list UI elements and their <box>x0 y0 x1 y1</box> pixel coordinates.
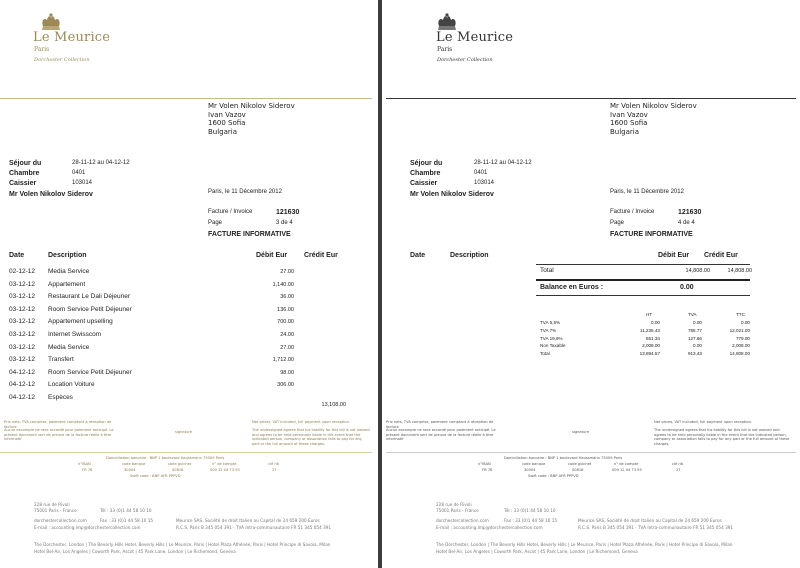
chambre-value: 0401 <box>474 170 488 176</box>
item-credit: 13,108.00 <box>321 402 346 408</box>
bank-value: 30004 <box>524 468 536 472</box>
caissier-value: 103014 <box>474 180 495 186</box>
col-description: Description <box>450 252 489 259</box>
sejour-value: 28-11-12 au 04-12-12 <box>474 160 532 166</box>
vat-header-ht: HT <box>646 312 653 317</box>
item-description: Internet Swisscom <box>48 331 102 338</box>
header-rule <box>0 98 372 99</box>
item-description: Room Service Petit Déjeuner <box>48 368 132 376</box>
facture-number: 121630 <box>276 209 300 216</box>
vat-ht: 2,008.00 <box>642 343 660 349</box>
footer-phone: Tél : 33 (0)1 44 58 10 10 <box>504 508 556 513</box>
vat-ttc: 0.00 <box>741 320 750 325</box>
total-label: Total <box>540 267 554 274</box>
prices-note: Prix nets, TVA comprise, paiement comptant à réception de facture <box>4 420 112 429</box>
bank-value: 00818 <box>572 468 584 472</box>
item-debit: 27.00 <box>280 269 294 275</box>
brand-name: Le Meurice <box>436 30 514 45</box>
vat-ht: 13,894.57 <box>639 351 660 357</box>
signature-label: signature <box>175 430 192 434</box>
bank-value: 000 12 04 73 93 <box>210 468 240 472</box>
address-line: Bulgaria <box>208 127 238 136</box>
guest-address <box>610 102 697 136</box>
item-description: Media Service <box>48 343 90 351</box>
item-description: Location Voiture <box>48 381 95 389</box>
item-description: Room Service Petit Déjeuner <box>48 305 132 313</box>
signature-label: signature <box>572 430 589 434</box>
item-debit: 700.00 <box>277 319 294 326</box>
invoice-page-3 <box>0 0 378 568</box>
facture-label: Facture / Invoice <box>208 209 253 215</box>
footer-rcs: R.C.S. Paris B 345 054 391 - TVA Intra-communautaire FR 51 345 054 391 <box>176 525 332 530</box>
footer-company: Meurice SAS, Société de droit Italien au Capital de 24 659 200 Euros <box>578 518 722 523</box>
item-description: Restaurant Le Dali Déjeuner <box>48 293 131 301</box>
footer-email: E-mail : accounting.lmp@dorchestercollection.com <box>34 525 141 530</box>
balance-value: 0.00 <box>680 284 694 291</box>
item-debit: 98.00 <box>280 369 294 376</box>
footer-hotels2: Hotel Bel-Air, Los Angeles | Coworth Park, Ascot | 45 Park Lane, London | Le Richemond, Geneva <box>34 549 236 554</box>
item-date: 04-12-12 <box>9 368 36 376</box>
vat-label: TVA 7% <box>540 327 557 333</box>
col-debit: Débit Eur <box>256 252 288 259</box>
vat-ht: 651.34 <box>645 335 660 341</box>
caissier-label: Caissier <box>9 180 37 187</box>
item-date: 03-12-12 <box>9 280 36 288</box>
address-line: 1600 Sofia <box>610 119 648 127</box>
footer-email: E-mail : accounting.lmp@dorchestercollection.com <box>436 525 543 530</box>
item-description: Media Service <box>48 268 90 275</box>
item-description: Espèces <box>48 394 73 401</box>
item-date: 04-12-12 <box>9 381 36 389</box>
item-debit: 1,712.00 <box>272 357 294 364</box>
bank-value: 30004 <box>124 468 136 472</box>
penalty-note: Aucun escompte ne sera accordé pour paiement anticipé. Le présent document sert de preuve de la facture réelle à titre informatif <box>4 428 114 441</box>
sejour-value: 28-11-12 au 04-12-12 <box>72 160 130 166</box>
chambre-label: Chambre <box>410 170 441 177</box>
footer-address2: 75001 Paris - France <box>34 508 77 513</box>
item-description: Appartement upselling <box>48 318 113 326</box>
footer-address: 228 rue de Rivoli <box>34 502 70 507</box>
footer-fax: Fax : 33 (0)1 44 58 10 15 <box>504 518 558 523</box>
page-number: 4 de 4 <box>678 220 695 226</box>
bank-header: n° de compte <box>212 462 237 466</box>
bank-header: n°IBAN <box>78 462 91 466</box>
item-date: 02-12-12 <box>9 268 36 275</box>
place-date: Paris, le 11 Décembre 2012 <box>208 189 282 195</box>
bank-header: n°IBAN <box>478 462 491 466</box>
place-date: Paris, le 11 Décembre 2012 <box>610 189 684 195</box>
facture-title: FACTURE INFORMATIVE <box>208 231 291 238</box>
invoice-page-4 <box>382 0 800 568</box>
caissier-value: 103014 <box>72 180 93 186</box>
page-number: 3 de 4 <box>276 220 293 226</box>
address-line: Bulgaria <box>610 127 640 136</box>
bank-value: 27 <box>676 468 681 472</box>
footer-address2: 75001 Paris - France <box>436 508 479 513</box>
brand-city: Paris <box>34 46 50 53</box>
bank-header: code banque <box>522 462 546 466</box>
sejour-label: Séjour du <box>410 160 443 167</box>
vat-tva: 0.00 <box>693 343 702 349</box>
col-debit: Débit Eur <box>658 252 690 259</box>
vat-ht: 11,235.43 <box>639 327 660 333</box>
penalty-note-en: The undersigned agrees that his liability for this bill is not waived and agrees to be held personally liable in the event that the indicated person, company or association fails to pay for any part or the full amount of these charges. <box>654 428 790 446</box>
address-line: 1600 Sofia <box>208 119 246 127</box>
vat-tva: 127.66 <box>687 335 702 341</box>
vat-header-tva: TVA <box>688 312 697 317</box>
footer-rule <box>386 452 796 453</box>
item-description: Appartement <box>48 280 86 288</box>
vat-label: TVA 19,6% <box>540 335 563 341</box>
sejour-label: Séjour du <box>9 160 42 167</box>
item-date: 03-12-12 <box>9 293 36 301</box>
vat-tva: 913.43 <box>687 351 702 357</box>
col-credit: Crédit Eur <box>704 252 738 259</box>
bank-line: Domiciliation bancaire : BNP 1 boulevard Haussmann 75009 Paris <box>504 456 623 460</box>
bank-header: code banque <box>122 462 146 466</box>
vat-tva: 785.77 <box>687 327 702 333</box>
total-bottom-rule <box>536 279 750 281</box>
address-line: Mr Volen Nikolov Siderov <box>208 102 295 110</box>
brand-collection: Dorchester Collection <box>34 57 90 63</box>
footer-fax: Fax : 33 (0)1 44 58 10 15 <box>100 518 154 523</box>
item-description: Transfert <box>48 356 74 364</box>
footer-rule <box>0 452 372 453</box>
header-rule <box>386 98 796 99</box>
item-date: 03-12-12 <box>9 343 36 351</box>
guest-address <box>208 102 295 136</box>
item-date: 03-12-12 <box>9 318 36 326</box>
bank-value: 00818 <box>172 468 184 472</box>
facture-label: Facture / Invoice <box>610 209 655 215</box>
chambre-value: 0401 <box>72 170 86 176</box>
vat-ht: 0.00 <box>651 320 660 325</box>
bank-line: Domiciliation bancaire : BNP 1 boulevard Haussmann 75009 Paris <box>106 456 225 460</box>
item-debit: 36.00 <box>280 294 294 301</box>
prices-note-en: Net prices, VAT included, full payment upon reception. <box>252 420 350 424</box>
vat-ttc: 14,808.00 <box>729 351 750 357</box>
footer-rcs: R.C.S. Paris B 345 054 391 - TVA Intra-communautaire FR 51 345 054 391 <box>578 525 734 530</box>
address-line: Mr Volen Nikolov Siderov <box>610 102 697 110</box>
footer-hotels: The Dorchester, London | The Beverly Hills Hotel, Beverly Hills | Le Meurice, Paris | Hotel Plaza Athénée, Paris | Hotel Principe di Savoia, Milan <box>34 542 331 547</box>
balance-label: Balance en Euros : <box>540 284 604 291</box>
page-label: Page <box>610 220 625 226</box>
bank-header: clé rib <box>672 462 684 466</box>
brand-city: Paris <box>437 46 453 53</box>
footer-phone: Tél : 33 (0)1 44 58 10 10 <box>100 508 152 513</box>
bank-header: clé rib <box>268 462 280 466</box>
chambre-label: Chambre <box>9 170 40 177</box>
item-date: 03-12-12 <box>9 356 36 364</box>
col-date: Date <box>410 252 426 259</box>
bank-value: FR 76 <box>482 468 493 472</box>
footer-web: dorchestercollection.com <box>436 518 489 523</box>
page-label: Page <box>208 220 223 226</box>
penalty-note: Aucun escompte ne sera accordé pour paiement anticipé. Le présent document sert de preuve de la facture réelle à titre informatif <box>386 428 496 441</box>
footer-hotels2: Hotel Bel-Air, Los Angeles | Coworth Park, Ascot | 45 Park Lane, London | Le Richemond, Geneva <box>436 549 638 554</box>
bank-header: code guichet <box>568 462 592 466</box>
prices-note: Prix nets, TVA comprise, paiement comptant à réception de facture <box>386 420 494 429</box>
item-debit: 24.00 <box>280 332 294 338</box>
item-date: 03-12-12 <box>9 331 36 338</box>
total-debit: 14,808.00 <box>685 268 710 274</box>
vat-tva: 0.00 <box>693 320 702 325</box>
swift-code: Swift code : BNP AFR PPPVD <box>130 474 181 478</box>
facture-title: FACTURE INFORMATIVE <box>610 231 693 238</box>
vat-label: Total <box>540 351 550 357</box>
total-credit: 14,808.00 <box>727 268 752 274</box>
prices-note-en: Net prices, VAT included, full payment upon reception. <box>654 420 752 424</box>
vat-ttc: 12,021.00 <box>729 327 750 333</box>
bank-value: 27 <box>272 468 277 472</box>
bank-header: code guichet <box>168 462 192 466</box>
total-top-rule <box>536 264 750 265</box>
vat-ttc: 779.00 <box>735 335 750 341</box>
vat-label: TVA 5,5% <box>540 320 561 325</box>
crown-emblem-icon <box>434 12 460 32</box>
col-date: Date <box>9 252 25 259</box>
guest-name: Mr Volen Nikolov Siderov <box>9 191 93 198</box>
item-debit: 27.00 <box>280 344 294 351</box>
guest-name: Mr Volen Nikolov Siderov <box>410 191 494 198</box>
footer-web: dorchestercollection.com <box>34 518 87 523</box>
address-line: Ivan Vazov <box>610 110 648 119</box>
penalty-note-en: The undersigned agrees that his liability for this bill is not waived and agrees to be held personally liable in the event that the indicated person, company or association fails to pay for any part or the full amount of these charges. <box>252 428 370 446</box>
vat-label: Non Taxable <box>540 343 566 349</box>
item-date: 03-12-12 <box>9 305 36 313</box>
brand-collection: Dorchester Collection <box>437 57 493 63</box>
vat-ttc: 2,008.00 <box>732 343 750 349</box>
footer-hotels: The Dorchester, London | The Beverly Hills Hotel, Beverly Hills | Le Meurice, Paris | Hotel Plaza Athénée, Paris | Hotel Principe di Savoia, Milan <box>436 542 733 547</box>
vat-header-ttc: TTC <box>736 312 745 317</box>
item-debit: 1,140.00 <box>272 281 294 288</box>
footer-company: Meurice SAS, Société de droit Italien au Capital de 24 659 200 Euros <box>176 518 320 523</box>
bank-value: FR 76 <box>82 468 93 472</box>
col-description: Description <box>48 252 87 259</box>
address-line: Ivan Vazov <box>208 110 246 119</box>
item-date: 04-12-12 <box>9 394 36 401</box>
swift-code: Swift code : BNP AFR PPPVD <box>528 474 579 478</box>
caissier-label: Caissier <box>410 180 438 187</box>
brand-name: Le Meurice <box>33 30 111 45</box>
balance-rule <box>536 295 750 296</box>
facture-number: 121630 <box>678 209 702 216</box>
item-debit: 306.00 <box>277 382 294 389</box>
bank-value: 000 12 04 73 93 <box>612 468 642 472</box>
bank-header: n° de compte <box>614 462 639 466</box>
item-debit: 136.00 <box>277 306 294 313</box>
crown-emblem-icon <box>38 12 64 32</box>
footer-address: 228 rue de Rivoli <box>436 502 472 507</box>
col-credit: Crédit Eur <box>304 252 338 259</box>
